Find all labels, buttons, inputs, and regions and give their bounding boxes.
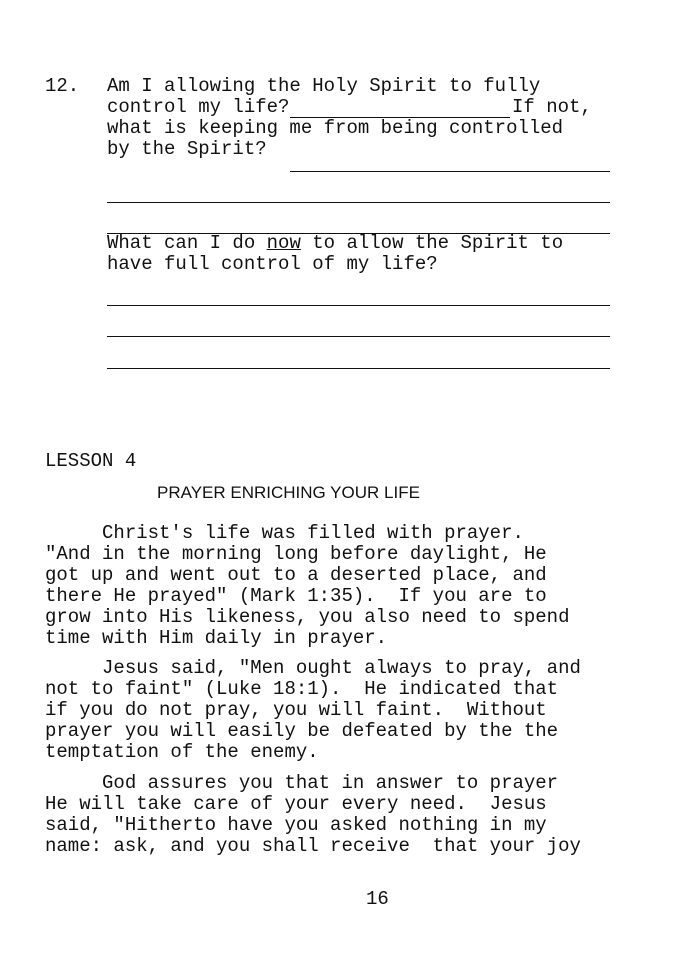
body-line: Jesus said, "Men ought always to pray, and — [45, 657, 581, 679]
lesson-title: PRAYER ENRICHING YOUR LIFE — [157, 483, 420, 502]
body-line: "And in the morning long before daylight, He — [45, 543, 547, 565]
question-line: by the Spirit? — [107, 138, 267, 160]
body-line: said, "Hitherto have you asked nothing in my — [45, 814, 547, 836]
question-line: If not, — [512, 96, 592, 118]
body-line: prayer you will easily be defeated by the the — [45, 720, 559, 742]
lesson-label: LESSON 4 — [45, 450, 137, 472]
body-line: God assures you that in answer to prayer — [45, 772, 559, 794]
answer-line — [107, 202, 610, 203]
body-line: He will take care of your every need. Jesus — [45, 793, 547, 815]
body-line: grow into His likeness, you also need to spend — [45, 606, 570, 628]
answer-line — [107, 368, 610, 369]
page-number: 16 — [366, 888, 389, 910]
body-line: not to faint" (Luke 18:1). He indicated that — [45, 678, 559, 700]
question-number: 12. — [45, 75, 80, 97]
question-line: control my life? — [107, 96, 290, 118]
body-line: temptation of the enemy. — [45, 741, 319, 763]
answer-line — [290, 171, 610, 172]
body-line: got up and went out to a deserted place, and — [45, 564, 547, 586]
answer-line — [107, 305, 610, 306]
body-line: Christ's life was filled with prayer. — [45, 522, 524, 544]
body-line: if you do not pray, you will faint. Without — [45, 699, 547, 721]
body-line: time with Him daily in prayer. — [45, 627, 388, 649]
body-line: there He prayed" (Mark 1:35). If you are to — [45, 585, 547, 607]
body-line: name: ask, and you shall receive that your joy — [45, 835, 581, 857]
followup-question: What can I do now to allow the Spirit to — [107, 232, 564, 254]
question-line: Am I allowing the Holy Spirit to fully — [107, 75, 541, 97]
followup-question-line2: have full control of my life? — [107, 253, 438, 275]
answer-line — [107, 336, 610, 337]
question-line: what is keeping me from being controlled — [107, 117, 564, 139]
